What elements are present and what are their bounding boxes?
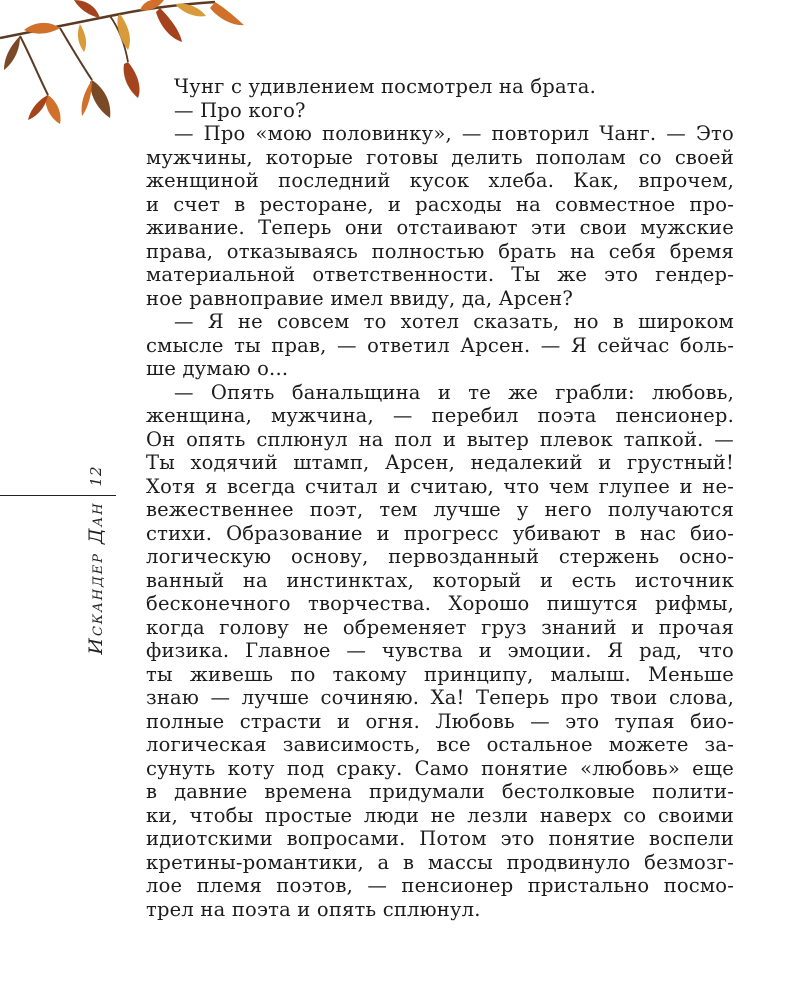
- text-line: смысле ты прав, — ответил Арсен. — Я сейчас боль-: [146, 333, 734, 357]
- text-line: Он опять сплюнул на пол и вытер плевок тапкой. —: [146, 427, 734, 451]
- text-line: в давние времена придумали бестолковые полити-: [146, 780, 734, 803]
- text-line: знаю — лучше сочиняю. Ха! Теперь про твои слова,: [146, 686, 734, 709]
- text-line: — Про «мою половинку», — повторил Чанг. — Это: [174, 122, 734, 145]
- text-line: и счет в ресторане, и расходы на совместное про-: [146, 192, 734, 216]
- text-line: ванный на инстинктах, который и есть источник: [146, 568, 734, 592]
- running-head-author: Искандер Дан: [85, 501, 107, 655]
- text-line: мужчины, которые готовы делить пополам со своей: [146, 145, 734, 169]
- text-line: лое племя поэтов, — пенсионер пристально посмо-: [146, 874, 734, 897]
- text-line: сунуть коту под сраку. Само понятие «любовь» еще: [146, 756, 734, 780]
- text-line: живание. Теперь они отстаивают эти свои мужские: [146, 216, 734, 239]
- text-line: ты живешь по такому принципу, малыш. Меньше: [146, 662, 734, 686]
- text-line: физика. Главное — чувства и эмоции. Я рад, что: [146, 639, 734, 662]
- text-line: ки, чтобы простые люди не лезли наверх со своими: [146, 803, 734, 827]
- text-line: женщина, мужчина, — перебил поэта пенсионер.: [146, 404, 734, 427]
- text-line: женщиной последний кусок хлеба. Как, впрочем,: [146, 169, 734, 192]
- text-line: идиотскими вопросами. Потом это понятие воспели: [146, 827, 734, 850]
- text-line: Ты ходячий штамп, Арсен, недалекий и грустный!: [146, 451, 734, 474]
- text-line: полные страсти и огня. Любовь — это тупая био-: [146, 709, 734, 733]
- margin-rule: [0, 495, 116, 496]
- text-line: бесконечного творчества. Хорошо пишутся рифмы,: [146, 592, 734, 615]
- body-text: [146, 75, 734, 921]
- text-line: Хотя я всегда считал и считаю, что чем глупее и не-: [146, 474, 734, 498]
- text-line: ное равноправие имел ввиду, да, Арсен?: [146, 286, 574, 310]
- page-number: 12: [87, 465, 105, 487]
- text-line: вежественнее поэт, тем лучше у него получаются: [146, 498, 734, 521]
- text-line: трел на поэта и опять сплюнул.: [146, 897, 481, 921]
- text-line: стихи. Образование и прогресс убивают в нас био-: [146, 521, 734, 545]
- text-line: материальной ответственности. Ты же это гендер-: [146, 263, 734, 286]
- text-line: права, отказываясь полностью брать на себя бремя: [146, 239, 734, 263]
- text-line: — Опять банальщина и те же грабли: любовь,: [174, 380, 734, 404]
- text-line: ше думаю о...: [146, 357, 289, 380]
- text-line: — Про кого?: [174, 98, 306, 122]
- text-line: — Я не совсем то хотел сказать, но в широком: [174, 310, 734, 333]
- text-line: Чунг с удивлением посмотрел на брата.: [174, 75, 597, 98]
- text-line: логическая зависимость, все остальное можете за-: [146, 733, 734, 756]
- text-line: кретины-романтики, а в массы продвинуло безмозг-: [146, 850, 734, 874]
- text-line: логическую основу, первозданный стержень осно-: [146, 545, 734, 568]
- text-line: когда голову не обременяет груз знаний и прочая: [146, 615, 734, 639]
